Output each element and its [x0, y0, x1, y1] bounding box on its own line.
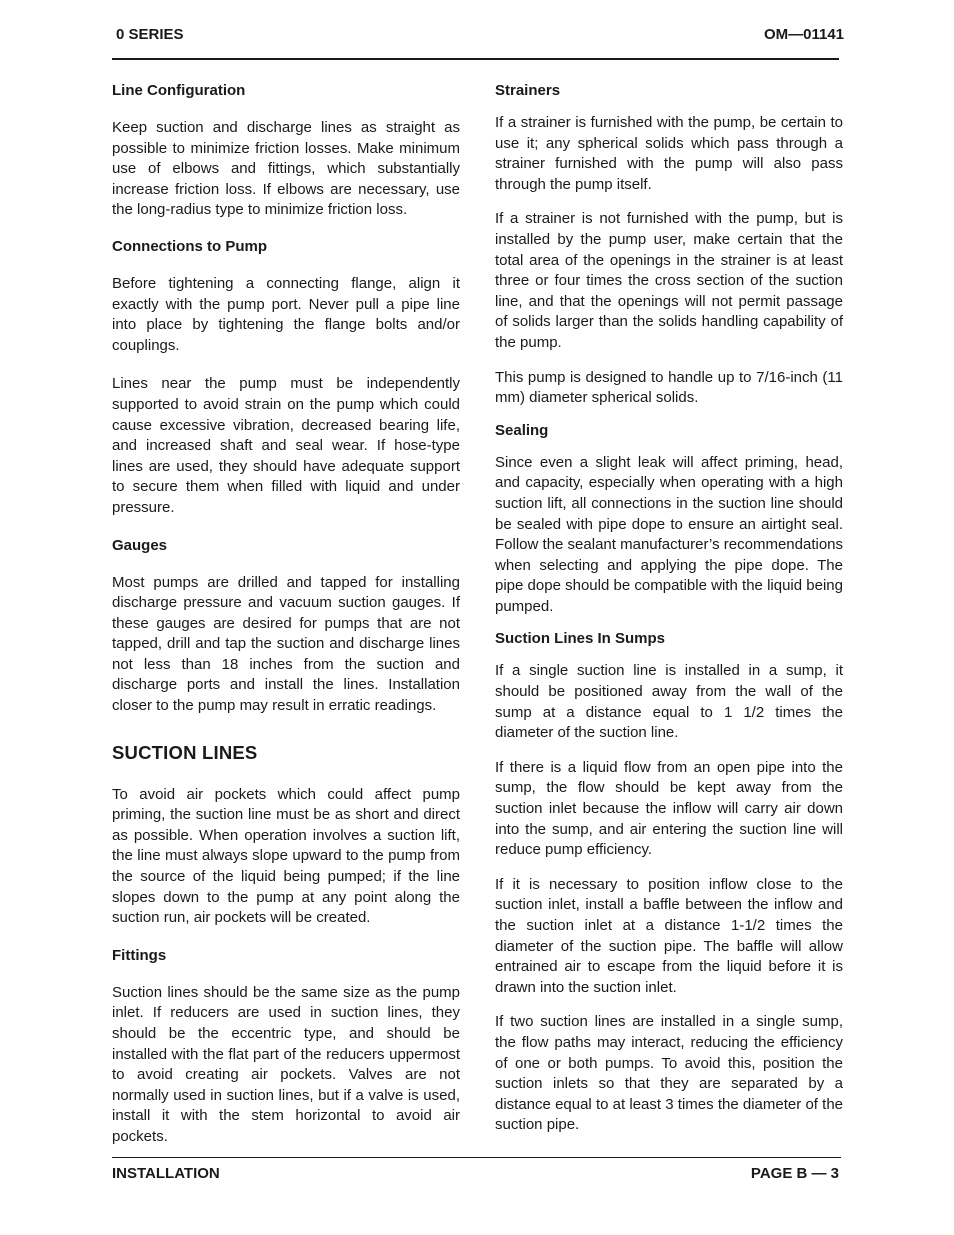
sumps-text-4: If two suction lines are installed in a single sump, the flow paths may interact, reducing the efficiency of one or both pumps. To avoid this, position the suction inlets so that they are separated by a distance equal to at least 3 times the diameter of the suction pipe.: [495, 1013, 843, 1134]
sumps-text-1: If a single suction line is installed in a sump, it should be positioned away from the wall of the sump at a distance equal to 1 1/2 times the diameter of the suction line.: [495, 662, 843, 742]
strainers-heading: Strainers: [495, 82, 561, 99]
suction-lines-heading: SUCTION LINES: [112, 741, 258, 763]
header-rule: [112, 58, 839, 60]
sealing-heading: Sealing: [495, 421, 549, 439]
line-configuration-text: Keep suction and discharge lines as straight as possible to minimize friction losses. Make minimum use of elbows and fittings, which substantially increase friction loss. If elbows are necessary, use the long-radius type to minimize friction loss.: [112, 119, 460, 219]
line-configuration-heading: Line Configuration: [112, 82, 246, 99]
connections-text-1: Before tightening a connecting flange, align it exactly with the pump port. Never pull a pipe line into place by tightening the flange bolts and/or couplings.: [112, 274, 460, 354]
sealing-text: Since even a slight leak will affect priming, head, and capacity, especially when operating with a high suction lift, all connections in the suction line should be sealed with pipe dope to ensure an airtight seal. Follow the sealant manufacturer’s recommendations when selecting and applying the pipe dope. The pipe dope should be compatible with the liquid being pumped.: [495, 453, 843, 615]
strainers-text-2: If a strainer is not furnished with the pump, but is installed by the pump user, make certain that the total area of the openings in the strainer is at least three or four times the cross section of the suction line, and that the openings will not permit passage of solids larger than the solids handling capability of the pump.: [495, 210, 843, 351]
strainers-text-1: If a strainer is furnished with the pump, be certain to use it; any spherical solids which pass through a strainer furnished with the pump will also pass through the pump itself.: [495, 114, 843, 193]
series-label: 0 SERIES: [116, 26, 184, 43]
fittings-text: Suction lines should be the same size as the pump inlet. If reducers are used in suction lines, they should be the eccentric type, and should be installed with the flat part of the reducers uppermost to avoid creating air pockets. Valves are not normally used in suction lines, but if a valve is used, install it with the stem horizontal to avoid air pockets.: [112, 983, 460, 1145]
connections-text-2: Lines near the pump must be independently supported to avoid strain on the pump which could cause excessive vibration, decreased bearing life, and increased shaft and seal wear. If hose-type lines are used, they should have adequate support to secure them when filled with liquid and under pressure.: [112, 375, 460, 516]
page-footer: [112, 1165, 839, 1185]
page-number: PAGE B — 3: [750, 1165, 839, 1182]
gauges-heading: Gauges: [112, 536, 168, 554]
sumps-text-3: If it is necessary to position inflow close to the suction inlet, install a baffle between the inflow and the suction inlet at a distance 1-1/2 times the diameter of the suction pipe. The baffle will allow entrained air to escape from the liquid before it is drawn into the suction inlet.: [495, 875, 843, 996]
sumps-heading: Suction Lines In Sumps: [495, 630, 666, 648]
left-column: [112, 80, 460, 1148]
footer-rule: [112, 1157, 841, 1158]
strainers-text-3: This pump is designed to handle up to 7/16-inch (11 mm) diameter spherical solids.: [495, 368, 843, 407]
right-column: [495, 80, 843, 1136]
section-label: INSTALLATION: [112, 1165, 220, 1182]
gauges-text: Most pumps are drilled and tapped for installing discharge pressure and vacuum suction gauges. If these gauges are desired for pumps that are not tapped, drill and tap the suction and discharge lines not less than 18 inches from the suction and discharge ports and install the lines. Installation closer to the pump may result in erratic readings.: [112, 573, 460, 715]
suction-lines-text: To avoid air pockets which could affect pump priming, the suction line must be as short and direct as possible. When operation involves a suction lift, the line must always slope upward to the pump from the source of the liquid being pumped; if the line slopes down to the pump at any point along the suction run, air pockets will be created.: [112, 785, 460, 927]
document-number: OM—01141: [763, 26, 844, 43]
connections-heading: Connections to Pump: [112, 237, 267, 255]
page-header: [116, 26, 844, 46]
fittings-heading: Fittings: [112, 946, 167, 964]
sumps-text-2: If there is a liquid flow from an open pipe into the sump, the flow should be kept away from the suction inlet because the inflow will carry air down into the sump, and air entering the suction line will reduce pump efficiency.: [495, 758, 843, 859]
